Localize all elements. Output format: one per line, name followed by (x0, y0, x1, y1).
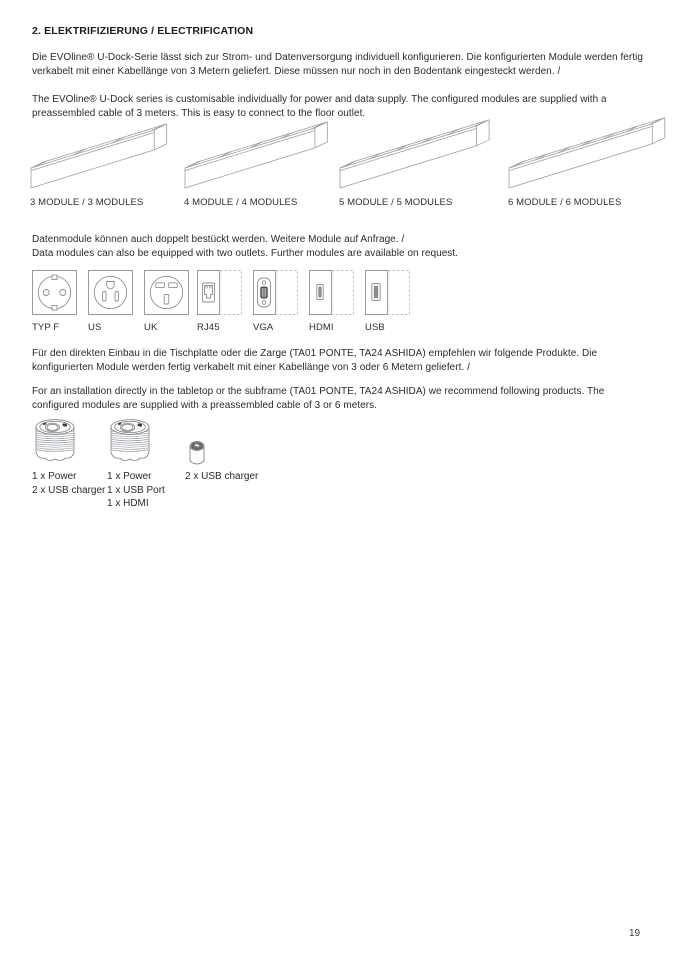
socket-type-typef (32, 270, 77, 333)
install-paragraph-en: For an installation directly in the tabletop or the subframe (TA01 PONTE, TA24 ASHIDA) we recommend following products. The configured modules are supplied with a preassembled cable of 3 or 6 meters. (32, 386, 605, 411)
product-configuration-line: 1 x USB Port (107, 484, 165, 496)
socket-type-label: TYP F (32, 322, 60, 333)
product-configuration-label (32, 470, 105, 497)
module-box-drawing (182, 112, 349, 194)
intro-paragraph-de: Die EVOline® U-Dock-Serie lässt sich zur Strom- und Datenversorgung individuell konfigurieren. Die konfigurierten Module werden fertig verkabelt mit einer Kabellänge von 3 Metern geliefert. Diese müssen nur noch in den Bodentank eingesteckt werden. / (32, 52, 644, 77)
product-configuration-line: 2 x USB charger (32, 484, 106, 496)
section-heading: 2. ELEKTRIFIZIERUNG / ELECTRIFICATION (32, 25, 254, 37)
module-box-drawing (337, 112, 504, 194)
data-modules-note-en: Data modules can also be equipped with two outlets. Further modules are available on request. (32, 248, 459, 259)
uk-socket-icon (144, 270, 189, 315)
usb-charger-drawing (186, 438, 208, 468)
product-figure (183, 416, 275, 528)
socket-type-us (88, 270, 133, 333)
product-configuration-label (185, 470, 258, 484)
power-grommet-drawing (105, 416, 157, 468)
socket-type-label: HDMI (309, 322, 334, 333)
socket-type-rj45 (197, 270, 242, 333)
socket-type-hdmi (309, 270, 354, 333)
page-number: 19 (629, 928, 641, 939)
socket-type-label: RJ45 (197, 322, 220, 333)
module-variant-figure (337, 112, 504, 208)
socket-type-vga (253, 270, 298, 333)
data-modules-note (32, 233, 654, 261)
socket-type-label: US (88, 322, 102, 333)
module-variant-label: 5 MODULE / 5 MODULES (339, 197, 453, 208)
module-variant-figure (506, 112, 673, 208)
socket-type-uk (144, 270, 189, 333)
product-configuration-line: 2 x USB charger (185, 471, 259, 482)
module-variant-label: 6 MODULE / 6 MODULES (508, 197, 622, 208)
usb-port-icon (365, 270, 410, 315)
module-variant-figure (182, 112, 349, 208)
rj45-port-icon (197, 270, 242, 315)
socket-types-row (0, 270, 678, 334)
module-box-drawing (28, 112, 195, 194)
schuko-socket-icon (32, 270, 77, 315)
module-variant-label: 3 MODULE / 3 MODULES (30, 197, 144, 208)
recommended-products-row (0, 416, 678, 528)
socket-type-label: UK (144, 322, 158, 333)
socket-type-usb (365, 270, 410, 333)
install-paragraph-de: Für den direkten Einbau in die Tischplatte oder die Zarge (TA01 PONTE, TA24 ASHIDA) empfehlen wir folgende Produkte. Die konfigurierten Module werden fertig verkabelt mit einer Kabellänge von 3 oder 6 Metern geliefert. / (32, 348, 598, 373)
socket-type-label: USB (365, 322, 385, 333)
product-configuration-line: 1 x Power (107, 471, 152, 482)
module-box-drawing (506, 112, 673, 194)
hdmi-port-icon (309, 270, 354, 315)
product-configuration-label (107, 470, 165, 511)
data-modules-note-de: Datenmodule können auch doppelt bestückt werden. Weitere Module auf Anfrage. / (32, 234, 405, 245)
socket-type-label: VGA (253, 322, 274, 333)
intro-paragraph-en: The EVOline® U-Dock series is customisable individually for power and data supply. The configured modules are supplied with a preassembled cable of 3 meters. This is easy to connect to the floor outlet. (32, 94, 607, 119)
vga-port-icon (253, 270, 298, 315)
power-grommet-drawing (30, 416, 82, 468)
module-variants-row (0, 112, 678, 214)
module-variant-label: 4 MODULE / 4 MODULES (184, 197, 298, 208)
us-socket-icon (88, 270, 133, 315)
product-configuration-line: 1 x HDMI (107, 498, 149, 509)
module-variant-figure (28, 112, 195, 208)
product-configuration-line: 1 x Power (32, 471, 77, 482)
